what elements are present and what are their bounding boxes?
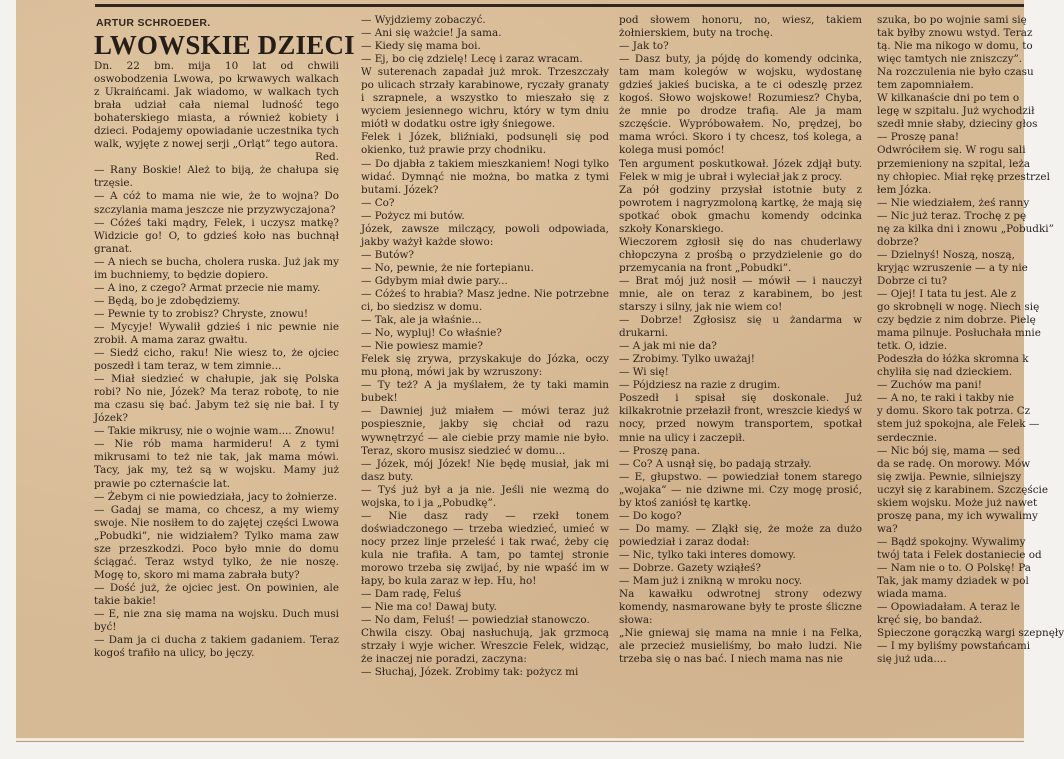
- paragraph: — Jak to?: [619, 40, 669, 53]
- paragraph: — Proszę pana!: [877, 131, 960, 144]
- paragraph: — Co? A usnął się, bo padają strzały.: [619, 457, 812, 470]
- paragraph: — Ojej! I tata tu jest. Ale z: [877, 287, 1017, 300]
- paragraph: tem zapomniałem.: [877, 79, 974, 92]
- paragraph: — Rany Boskie! Ależ to biją, że chałupa się trzęsie.: [94, 164, 339, 190]
- paragraph: serdecznie.: [877, 431, 938, 444]
- paragraph: tak byłby znowu wstyd. Teraz: [877, 27, 1033, 40]
- paragraph: — Dam ja ci ducha z takiem gadaniem. Teraz kogoś trafiło na ulicy, bo jęczy.: [94, 634, 339, 660]
- paragraph: — Pójdziesz na razie z drugim.: [619, 379, 781, 392]
- paragraph: — Nie powiesz mamie?: [361, 340, 483, 353]
- paragraph: — E, głupstwo. — powiedział tonem starego „wojaka” — nie dziwne mi. Czy mogę prosić, by ktoś zaniósł tę kartkę.: [619, 470, 862, 509]
- paragraph: — Mam już i znikną w mroku nocy.: [619, 575, 803, 588]
- paragraph: legę w szpitalu. Już wychodził: [877, 105, 1035, 118]
- paragraph: Na rozczulenia nie było czasu: [877, 66, 1034, 79]
- paragraph: — Cóżeś taki mądry, Felek, i uczysz matkę? Widzicie go! O, to gdzieś koło nas buchnął granat.: [94, 216, 339, 255]
- paragraph: — Proszę pana.: [619, 444, 701, 457]
- paragraph: — Nic, tylko taki interes domowy.: [619, 548, 796, 561]
- paragraph: — Mycyje! Wywalił gdzieś i nic pewnie nie zrobił. A mama zaraz gwałtu.: [94, 320, 339, 346]
- paragraph: — A niech se bucha, cholera ruska. Już jak my im buchniemy, to będzie dopiero.: [94, 255, 339, 281]
- paragraph: twój tata i Felek dostaniecie od: [877, 548, 1042, 561]
- paragraph: — Ej, bo cię zdzielę! Lecę i zaraz wracam.: [361, 53, 583, 66]
- paragraph: — Pożycz mi butów.: [361, 209, 465, 222]
- paragraph: tetk. O, idzie.: [877, 340, 948, 353]
- paragraph: czy będzie z nim dobrze. Pielę: [877, 314, 1036, 327]
- paragraph: — Kiedy się mama boi.: [361, 40, 481, 53]
- paragraph: — Wyjdziemy zobaczyć.: [361, 14, 486, 26]
- paragraph: wiada mama.: [877, 588, 947, 601]
- paragraph: W suterenach zapadał już mrok. Trzeszczały po ulicach strzały karabinowe, ryczały granaty i szrapnele, a wszystko to mieszało się z wyciem jesiennego wichru, który w tym dniu miótł w dodatku ostre igły śniegowe.: [361, 66, 609, 131]
- paragraph: Józek, zawsze milczący, powoli odpowiada, jakby ważył każde słowo:: [361, 222, 609, 248]
- paragraph: skiem wojsku. Może już nawet: [877, 496, 1038, 509]
- paragraph: — Dawniej już miałem — mówi teraz już pospiesznie, jakby się chciał od razu wywnętrzyć — ale ciebie przy mamie nie było. Teraz, skoro musisz siedzieć w domu...: [361, 405, 609, 457]
- paragraph: — I my byliśmy powstańcami: [877, 640, 1031, 653]
- paragraph: — Brat mój już nosił — mówił — i nauczył mnie, ale on teraz z karabinem, bo jest starszy i silny, jak nie wiem co!: [619, 274, 862, 314]
- paragraph: — A cóż to mama nie wie, że to wojna? Do szczylania mama jeszcze nie przyzwyczajona?: [94, 190, 339, 216]
- article-column-2: [361, 14, 609, 679]
- paragraph: — Słuchaj, Józek. Zrobimy tak: pożycz mi: [361, 666, 579, 679]
- paragraph: kryjąc wzruszenie — a ty nie: [877, 261, 1028, 274]
- paragraph: Wieczorem zgłosił się do nas chuderlawy chłopczyna z prośbą o przydzielenie go do przemycania na front „Pobudki”.: [619, 235, 862, 274]
- paragraph: Felek i Józek, bliźniaki, podsunęli się pod okienko, tuż prawie przy chodniku.: [361, 131, 609, 157]
- newspaper-page: [16, 0, 1064, 741]
- paragraph: Red.: [315, 151, 339, 164]
- paragraph: — Miał siedzieć w chałupie, jak się Polska robi? No nie, Józek? Ma teraz robotę, to nie ma czasu się bać. Jabym też się nie bał. I ty Józek?: [94, 373, 339, 425]
- paragraph: — Pewnie ty to zrobisz? Chryste, znowu!: [94, 307, 309, 320]
- paragraph: — Będą, bo je zdobędziemy.: [94, 294, 241, 307]
- paragraph: się zwija. Pewnie, silniejszy: [877, 470, 1022, 483]
- paragraph: — Nie rób mama harmideru! A z tymi mikrusami to też nie tak, jak mama mówi. Tacy, jak my, też są w wojsku. Mamy już prawie po czternaście lat.: [94, 438, 339, 490]
- paragraph: — Józek, mój Józek! Nie będę musiał, jak mi dasz buty.: [361, 457, 609, 483]
- paragraph: kręć się, bo bandaż.: [877, 614, 983, 627]
- paragraph: „Nie gniewaj się mama na mnie i na Felka, ale przecież musieliśmy, bo mało ludzi. Nie trzeba się o nas bać. I niech mama nas nie: [619, 627, 862, 666]
- paragraph: nę za kilka dni i znowu „Pobudki”: [877, 222, 1054, 235]
- paragraph: pod słowem honoru, no, wiesz, takiem żołnierskiem, buty na trochę.: [619, 14, 862, 40]
- paragraph: Poszedł i spisał się doskonale. Już kilkakrotnie przełaził front, wreszcie kiedyś w nocy, przed nowym transportem, spotkał mnie na ulicy i zaczepił.: [619, 392, 862, 444]
- paragraph: Dn. 22 bm. mija 10 lat od chwili oswobodzenia Lwowa, po krwawych walkach z Ukraińcami. Jak wiadomo, w walkach tych brała udział cała niemal ludność tego bohaterskiego miasta, a również kobiety i dzieci. Podajemy opowiadanie uczestnika tych walk, wyjęte z nowej serji „Orląt” tego autora.: [94, 60, 339, 151]
- paragraph: mama pilnuje. Posłuchała mnie: [877, 327, 1041, 340]
- paragraph: — Zuchów ma pani!: [877, 379, 982, 392]
- paragraph: — Nam nie o to. O Polskę! Pa: [877, 561, 1031, 574]
- paragraph: przemieniony na szpital, leża: [877, 157, 1031, 170]
- paragraph: — Ty też? A ja myślałem, że ty taki mamin bubek!: [361, 379, 609, 405]
- paragraph: — Dobrze! Zgłosisz się u żandarma w drukarni.: [619, 314, 862, 340]
- paragraph: Tak, jak mamy dziadek w pol: [877, 575, 1029, 588]
- paragraph: da se radę. On morowy. Mów: [877, 457, 1031, 470]
- paragraph: — A no, te raki i takby nie: [877, 392, 1015, 405]
- paragraph: Dobrze ci tu?: [877, 274, 948, 287]
- paragraph: wa?: [877, 522, 898, 535]
- paragraph: W kilkanaście dni po tem o: [877, 92, 1020, 105]
- paragraph: — No, wypluj! Co właśnie?: [361, 327, 502, 340]
- paragraph: — Gadaj se mama, co chcesz, a my wiemy swoje. Nie nosiłem to do zajętej części Lwowa „Pobudki”, nie widziałem? Tylko mama zaw sze przeszkodzi. Poco było mnie do domu ściągać. Teraz wstyd tylko, że nie noszę. Mogę to, skoro mi mama zabrała buty?: [94, 503, 339, 581]
- paragraph: Za pół godziny przysłał istotnie buty z powrotem i nagryzmoloną kartkę, że mają się spotkać obok gmachu komendy odcinka szkoły Konarskiego.: [619, 183, 862, 235]
- paragraph: — Takie mikrusy, nie o wojnie wam.... Znowu!: [94, 425, 335, 438]
- paragraph: — Do kogo?: [619, 509, 682, 522]
- paragraph: łem Józka.: [877, 183, 932, 196]
- paragraph: — Co?: [361, 196, 395, 209]
- paragraph: — Dobrze. Gazety wziąłeś?: [619, 561, 761, 574]
- paragraph: go skrobnęli w nogę. Niech się: [877, 301, 1040, 314]
- paragraph: Chwila ciszy. Obaj nasłuchują, jak grzmocą strzały i wyje wicher. Wreszcie Felek, widząc, że inaczej nie poradzi, zaczyna:: [361, 627, 609, 666]
- paragraph: — Butów?: [361, 248, 414, 261]
- paragraph: ny chłopiec. Miał rękę przestrzel: [877, 170, 1050, 183]
- paragraph: stem już spokojna, ale Felek —: [877, 418, 1040, 431]
- paragraph: szuka, bo po wojnie sami się: [877, 14, 1027, 26]
- paragraph: chyliła się nad dzieckiem.: [877, 366, 1013, 379]
- paragraph: szedł mnie słaby, dzieciny głos: [877, 118, 1038, 131]
- paragraph: — Nie wiedziałem, żeś ranny: [877, 196, 1030, 209]
- paragraph: Felek się zrywa, przyskakuje do Józka, oczy mu płoną, mówi jak by wzruszony:: [361, 353, 609, 379]
- paragraph: proszę pana, my ich wywalimy: [877, 509, 1038, 522]
- paragraph: — Do mamy. — Zląkł się, że może za dużo powiedział i zaraz dodał:: [619, 522, 862, 548]
- paragraph: Odwróciłem się. W rogu sali: [877, 144, 1026, 157]
- article-title: LWOWSKIE DZIECI: [94, 30, 355, 60]
- paragraph: — E, nie zna się mama na wojsku. Duch musi być!: [94, 607, 339, 634]
- paragraph: Podeszła do łóżka skromna k: [877, 353, 1029, 366]
- paragraph: tą. Nie ma nikogo w domu, to: [877, 40, 1033, 53]
- paragraph: — Tak, ale ja właśnie...: [361, 314, 482, 327]
- paragraph: — Opowiadałam. A teraz le: [877, 601, 1020, 614]
- paragraph: — Nie ma co! Dawaj buty.: [361, 601, 497, 614]
- article-author: ARTUR SCHROEDER.: [96, 17, 211, 29]
- paragraph: — Nie dasz rady — rzekł tonem doświadczonego — trzeba wiedzieć, umieć w nocy przez linje przeleść i tak rwać, żeby cię kula nie trafiła. A tam, po tamtej stronie morowo trzeba się zwijać, by nie wpaść im w łapy, bo kula zaraz w łep. Hu, ho!: [361, 509, 609, 588]
- paragraph: y domu. Skoro tak potrza. Cz: [877, 405, 1031, 418]
- paragraph: Na kawałku odwrotnej strony odezwy komendy, nasmarowane były te proste śliczne słowa:: [619, 588, 862, 627]
- paragraph: — Nic już teraz. Trochę z pę: [877, 209, 1027, 222]
- paragraph: się już uda....: [877, 653, 947, 666]
- paragraph: — Żebym ci nie powiedziała, jacy to żołnierze.: [94, 490, 338, 503]
- paragraph: — No dam, Feluś! — powiedział stanowczo.: [361, 614, 590, 627]
- paragraph: — Zrobimy. Tylko uważaj!: [619, 353, 755, 366]
- top-rule: [95, 4, 1024, 7]
- paragraph: — Nic bój się, mama — sed: [877, 444, 1021, 457]
- paragraph: — A ino, z czego? Armat przecie nie mamy.: [94, 281, 321, 294]
- paragraph: — Ani się ważcie! Ja sama.: [361, 27, 502, 40]
- paragraph: — Dzielnyś! Noszą, noszą,: [877, 248, 1015, 261]
- paragraph: — Wi się!: [619, 366, 669, 379]
- paragraph: więc tamtych nie zniszczy”.: [877, 53, 1023, 66]
- paragraph: — Siedź cicho, raku! Nie wiesz to, że ojciec poszedł i tam teraz, w tem zimnie...: [94, 347, 339, 373]
- paragraph: dobrze?: [877, 235, 919, 248]
- article-column-1: [94, 60, 339, 660]
- paragraph: — Bądź spokojny. Wywalimy: [877, 535, 1026, 548]
- article-column-3: [619, 14, 862, 666]
- article-column-4: [877, 14, 1064, 666]
- paragraph: uczył się z karabinem. Szczęście: [877, 483, 1048, 496]
- paragraph: Ten argument poskutkował. Józek zdjął buty. Felek w mig je ubrał i wyleciał jak z procy.: [619, 157, 862, 183]
- page-edge: [16, 738, 1024, 741]
- paragraph: — A jak mi nie da?: [619, 340, 717, 353]
- paragraph: — Tyś już był a ja nie. Jeśli nie wezmą do wojska, to i ja „Pobudkę”.: [361, 483, 609, 509]
- paragraph: — Gdybym miał dwie pary...: [361, 274, 508, 287]
- paragraph: — Do djabła z takiem mieszkaniem! Nogi tylko widać. Dymnąć nie można, bo matka z tymi butami. Józek?: [361, 157, 609, 196]
- paragraph: — Dość już, że ojciec jest. On powinien, ale takie bakie!: [94, 581, 339, 607]
- paragraph: — Dam radę, Feluś: [361, 588, 462, 601]
- paragraph: Spieczone gorączką wargi szepnęły: [877, 627, 1064, 640]
- paragraph: — No, pewnie, że nie fortepianu.: [361, 261, 534, 274]
- paragraph: — Dasz buty, ja pójdę do komendy odcinka, tam mam kolegów w wojsku, wydostanę gdzieś jakieś buciska, a te ci odeszlę przez kogoś. Słowo wojskowe! Rozumiesz? Chyba, że mnie po drodze trafią. Ale ja mam szczęście. Wypróbowałem. No, prędzej, bo mama wróci. Skoro i ty chcesz, toś kolega, a kolega musi pomóc!: [619, 53, 862, 157]
- paragraph: — Cóżeś to hrabia? Masz jedne. Nie potrzebne ci, bo siedzisz w domu.: [361, 287, 609, 314]
